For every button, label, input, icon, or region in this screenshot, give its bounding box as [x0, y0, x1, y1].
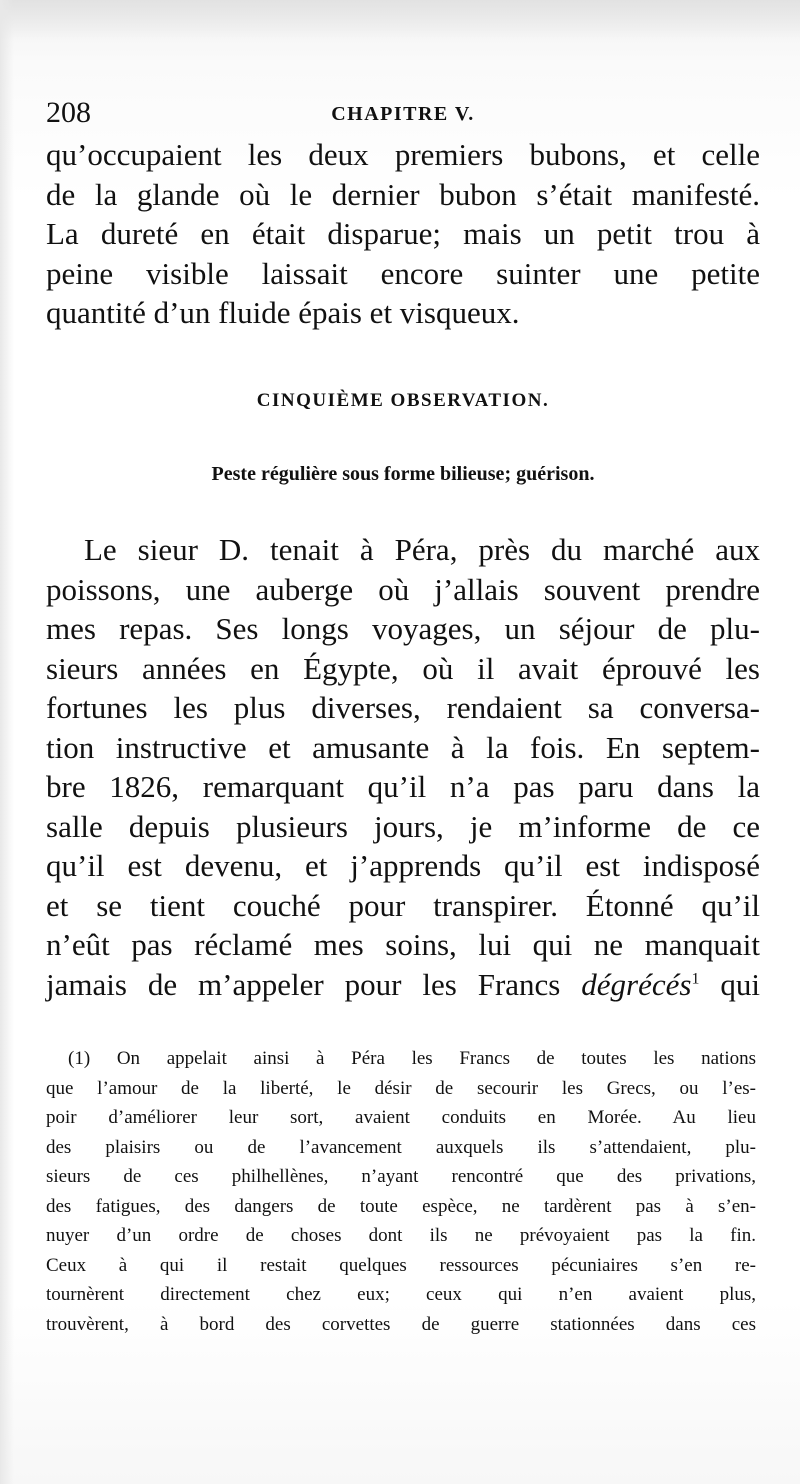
footnote	[46, 1044, 756, 1339]
footnote-line: poir d’améliorer leur sort, avaient conduits en Morée. Au lieu	[46, 1107, 756, 1128]
text-line: poissons, une auberge où j’allais souvent prendre	[46, 571, 760, 607]
text-line: de la glande où le dernier bubon s’était manifesté.	[46, 176, 760, 212]
text-segment: jamais de m’appeler pour les Francs	[46, 966, 582, 1002]
footnote-line: nuyer d’un ordre de choses dont ils ne prévoyaient pas la fin.	[46, 1225, 756, 1246]
footnote-line: tournèrent directement chez eux; ceux qui n’en avaient plus,	[46, 1284, 756, 1305]
text-line-with-note	[46, 965, 760, 1005]
text-line: et se tient couché pour transpirer. Étonné qu’il	[46, 887, 760, 923]
page-header	[46, 96, 760, 130]
text-line: La dureté en était disparue; mais un petit trou à	[46, 216, 760, 251]
section-subtitle: Peste régulière sous forme bilieuse; guérison.	[211, 463, 595, 485]
text-line: bre 1826, remarquant qu’il n’a pas paru dans la	[46, 769, 760, 804]
running-head: CHAPITRE V.	[331, 103, 475, 125]
text-line: fortunes les plus diverses, rendaient sa conversa-	[46, 690, 760, 725]
footnote-line: (1) On appelait ainsi à Péra les Francs de toutes les nations	[68, 1048, 756, 1069]
text-line: Le sieur D. tenait à Péra, près du marché aux	[84, 532, 760, 567]
page-number: 208	[46, 96, 91, 129]
footnote-line: que l’amour de la liberté, le désir de secourir les Grecs, ou l’es-	[46, 1077, 756, 1099]
text-line: salle depuis plusieurs jours, je m’informe de ce	[46, 808, 760, 844]
text-line: qu’il est devenu, et j’apprends qu’il est indisposé	[46, 848, 760, 883]
italic-term: dégrécés	[581, 966, 692, 1002]
footnote-line: sieurs de ces philhellènes, n’ayant rencontré que des privations,	[46, 1166, 756, 1187]
footnote-line: Ceux à qui il restait quelques ressources pécuniaires s’en re-	[46, 1254, 756, 1276]
scan-shadow-top	[0, 0, 800, 40]
footnote-marker: 1	[691, 970, 700, 988]
section-title: CINQUIÈME OBSERVATION.	[256, 390, 550, 411]
footnote-line: des plaisirs ou de l’avancement auxquels ils s’attendaient, plu-	[46, 1136, 756, 1158]
text-line: tion instructive et amusante à la fois. En septem-	[46, 729, 760, 765]
scan-shadow-left	[0, 0, 14, 1484]
text-line: n’eût pas réclamé mes soins, lui qui ne manquait	[46, 927, 760, 962]
text-line: sieurs années en Égypte, où il avait éprouvé les	[46, 650, 760, 686]
text-segment: qui	[699, 966, 760, 1002]
text-line: quantité d’un fluide épais et visqueux.	[46, 295, 520, 330]
footnote-line: trouvèrent, à bord des corvettes de guerre stationnées dans ces	[46, 1313, 756, 1335]
observation-paragraph	[46, 530, 760, 1004]
intro-text	[46, 135, 760, 333]
text-line: mes repas. Ses longs voyages, un séjour de plu-	[46, 611, 760, 646]
text-line: qu’occupaient les deux premiers bubons, et celle	[46, 137, 760, 172]
footnote-line: des fatigues, des dangers de toute espèce, ne tardèrent pas à s’en-	[46, 1195, 756, 1217]
text-line: peine visible laissait encore suinter une petite	[46, 255, 760, 291]
